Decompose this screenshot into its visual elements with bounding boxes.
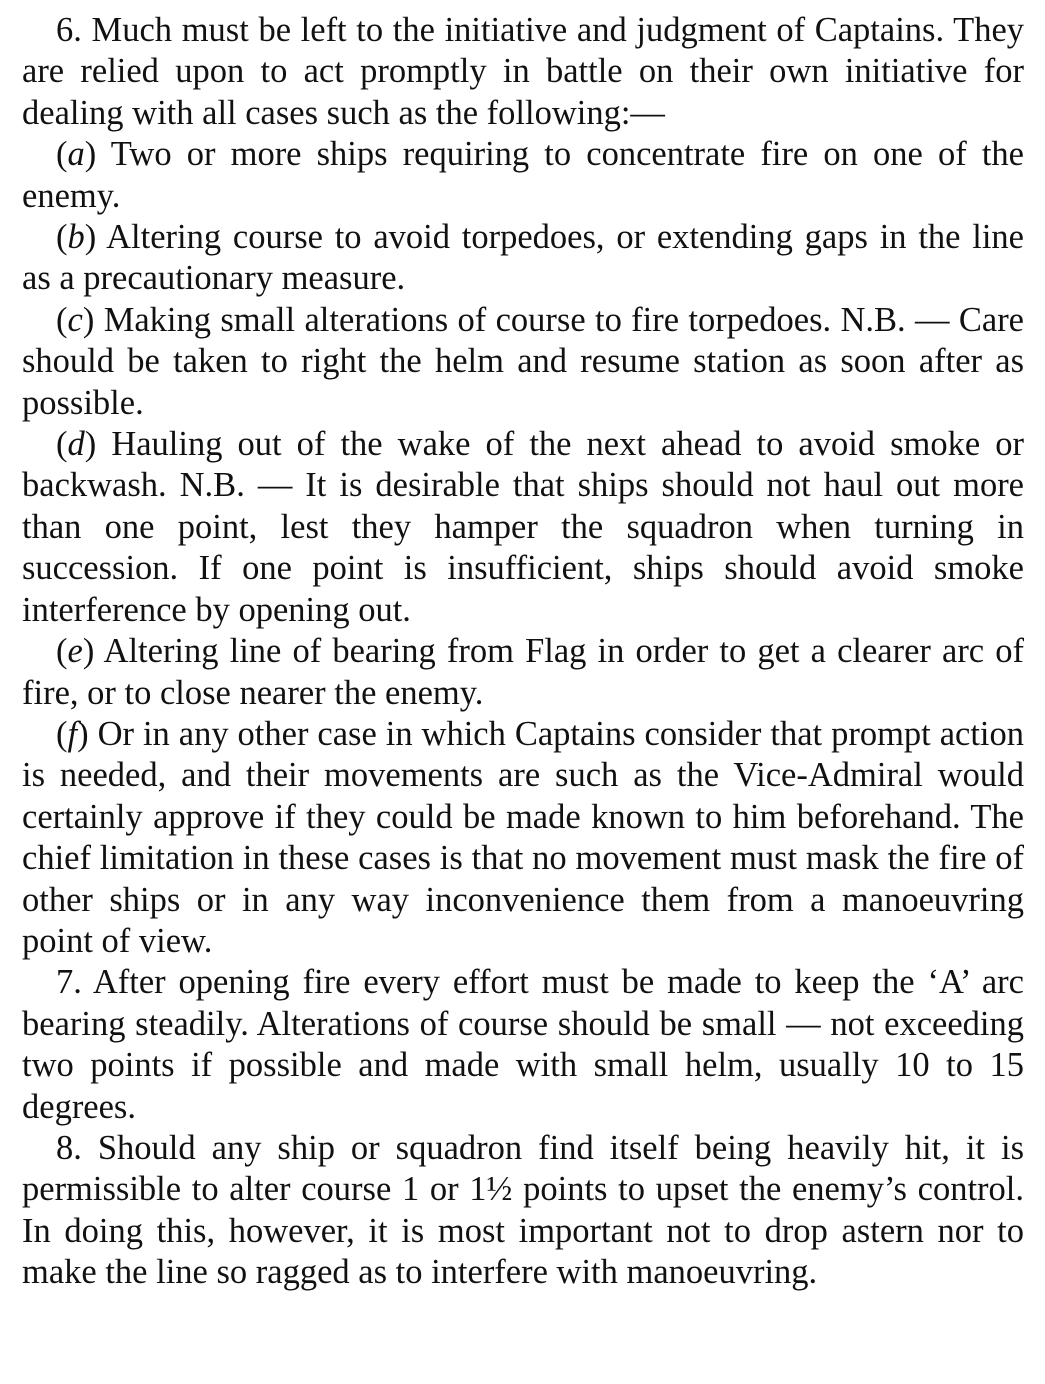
paragraph-6d (22, 424, 1024, 631)
item-label: (f) (56, 714, 89, 753)
item-label: (a) (56, 135, 97, 174)
paragraph-7 (22, 962, 1024, 1128)
paragraph-6f (22, 714, 1024, 962)
paragraph-6a (22, 134, 1024, 217)
paragraph-6 (22, 10, 1024, 134)
item-label: (b) (56, 218, 97, 257)
document-page (22, 10, 1024, 1294)
item-text: Altering course to avoid torpedoes, or extending gaps in the line as a precautionary measure. (22, 218, 1024, 298)
paragraph-6c (22, 300, 1024, 424)
item-text: Making small alterations of course to fire torpedoes. N.B. — Care should be taken to right the helm and resume station as soon after as possible. (22, 300, 1024, 422)
item-label: (d) (56, 425, 97, 464)
item-text: Hauling out of the wake of the next ahead to avoid smoke or backwash. N.B. — It is desirable that ships should not haul out more than one point, lest they hamper the squadron when turning in succession. If one point is insufficient, ships should avoid smoke interference by opening out. (22, 425, 1024, 629)
item-label: (c) (56, 300, 95, 339)
paragraph-text: Should any ship or squadron find itself being heavily hit, it is permissible to alter course 1 or 1½ points to upset the enemy’s control. In doing this, however, it is most important not to drop astern nor to make the line so ragged as to interfere with manoeuvring. (22, 1128, 1025, 1292)
paragraph-8 (22, 1128, 1024, 1294)
paragraph-number: 8. (56, 1128, 82, 1167)
paragraph-number: 7. (56, 963, 82, 1002)
paragraph-number: 6. (56, 11, 82, 49)
paragraph-text: After opening fire every effort must be made to keep the ‘A’ arc bearing steadily. Alterations of course should be small — not exceeding two points if possible and made with small helm, usually 10 to 15 degrees. (22, 963, 1024, 1126)
paragraph-6b (22, 217, 1024, 300)
paragraph-6e (22, 631, 1024, 714)
item-text: Or in any other case in which Captains consider that prompt action is needed, and their movements are such as the Vice-Admiral would certainly approve if they could be made known to him beforehand. The chief limitation in these cases is that no movement must mask the fire of other ships or in any way inconvenience them from a manoeuvring point of view. (22, 714, 1025, 960)
item-text: Two or more ships requiring to concentrate fire on one of the enemy. (22, 135, 1024, 215)
item-text: Altering line of bearing from Flag in order to get a clearer arc of fire, or to close nearer the enemy. (22, 632, 1024, 712)
item-label: (e) (56, 632, 95, 671)
paragraph-text: Much must be left to the initiative and judgment of Captains. They are relied upon to act promptly in battle on their own initiative for dealing with all cases such as the following:— (22, 11, 1025, 132)
